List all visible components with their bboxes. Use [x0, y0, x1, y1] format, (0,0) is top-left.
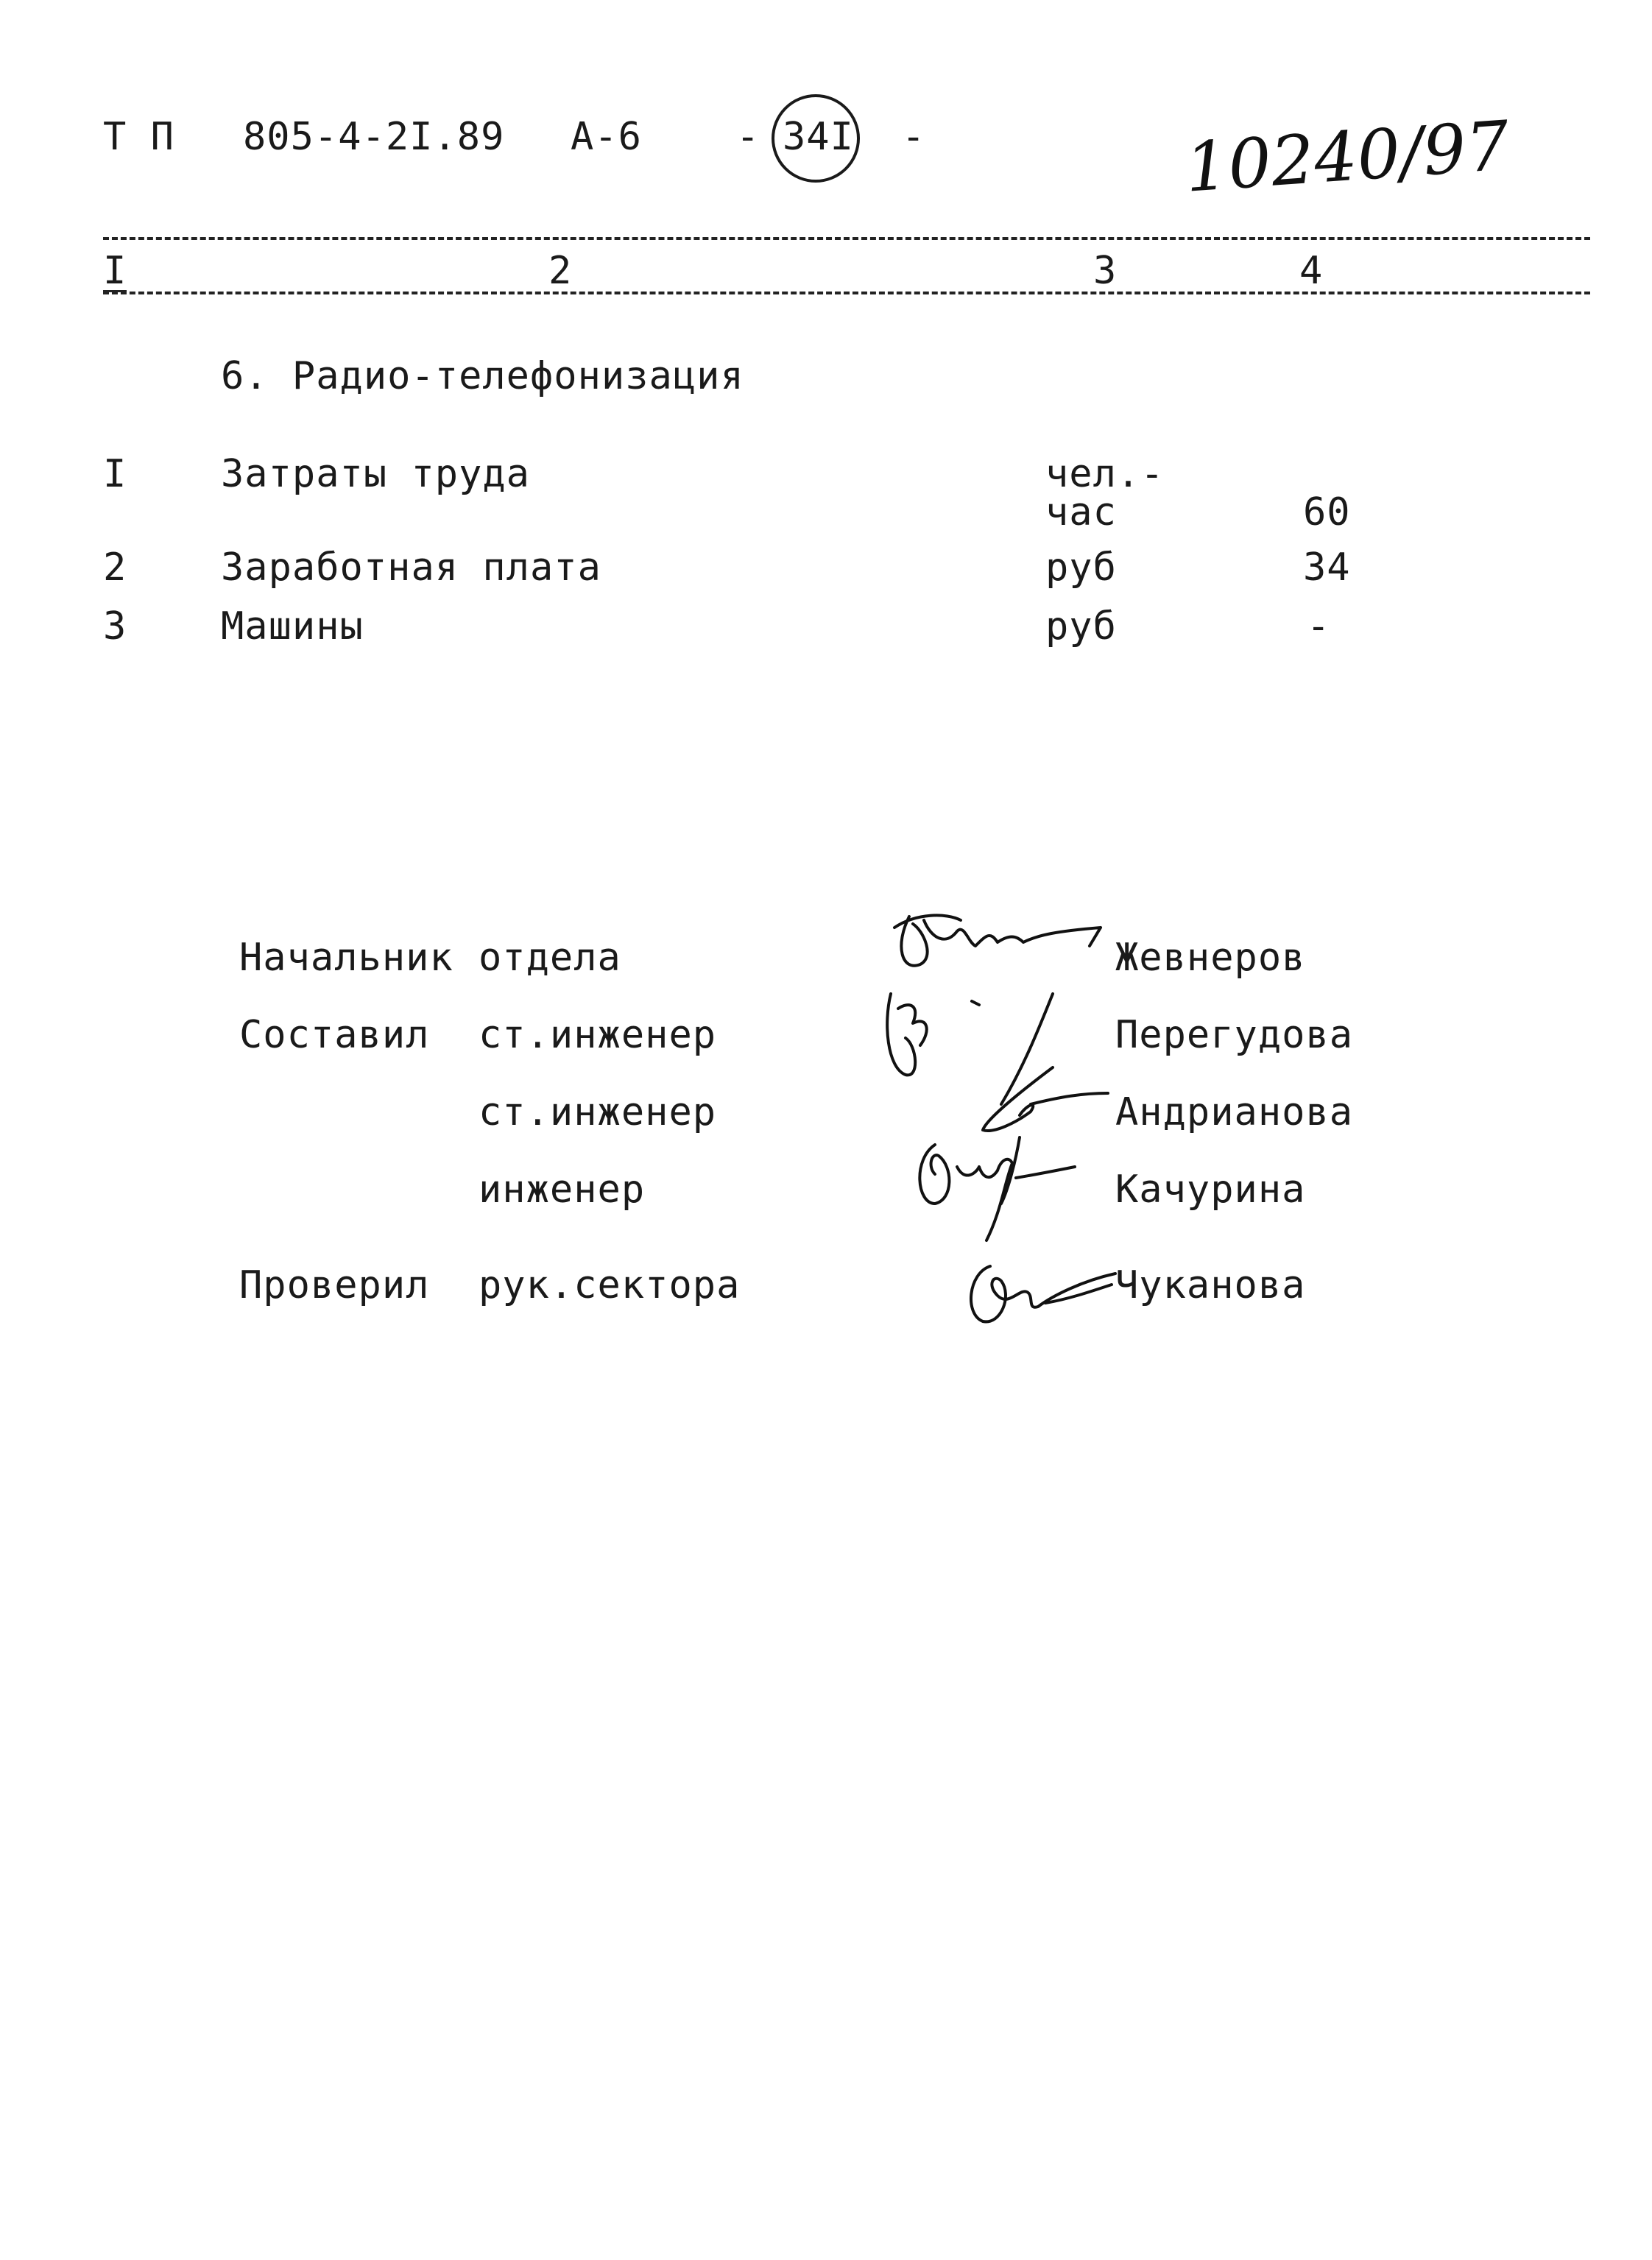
- doc-code: 805-4-2I.89: [243, 115, 505, 159]
- signature-role: Составил: [239, 1013, 430, 1057]
- signature-role: Проверил: [239, 1263, 430, 1307]
- signature-position: рук.сектора: [479, 1263, 741, 1307]
- column-number-4: 4: [1299, 249, 1324, 293]
- dashed-rule-bottom: [103, 292, 1590, 294]
- row-number: I: [103, 452, 127, 496]
- row-unit: чел.-: [1045, 452, 1165, 496]
- signature-position: ст.инженер: [479, 1013, 717, 1057]
- row-unit: руб: [1045, 604, 1117, 649]
- signature-name: Качурина: [1115, 1168, 1306, 1212]
- signature-name: Чуканова: [1115, 1263, 1306, 1307]
- signature-position: отдела: [479, 936, 621, 980]
- row-value: 34: [1303, 545, 1351, 590]
- page-dash-left: -: [736, 115, 760, 159]
- signature-position: ст.инженер: [479, 1090, 717, 1134]
- row-unit-continued: час: [1045, 490, 1117, 534]
- row-name: Заработная плата: [221, 545, 601, 590]
- column-number-1: I: [103, 249, 127, 293]
- signature-name: Перегудова: [1115, 1013, 1354, 1057]
- signature-scribble-5: [957, 1251, 1126, 1332]
- signature-name: Жевнеров: [1115, 936, 1306, 980]
- column-number-3: 3: [1093, 249, 1118, 293]
- album-code: А-6: [571, 115, 642, 159]
- signature-position: инженер: [479, 1168, 646, 1212]
- doc-prefix: Т П: [103, 115, 174, 159]
- section-title: 6. Радио-телефонизация: [221, 354, 744, 398]
- row-unit: руб: [1045, 545, 1117, 590]
- dashed-rule-top: [103, 237, 1590, 240]
- handwritten-number: 10240/97: [1182, 106, 1512, 208]
- signature-name: Андрианова: [1115, 1090, 1354, 1134]
- signature-scribble-4: [906, 1123, 1097, 1255]
- row-name: Затраты труда: [221, 452, 530, 496]
- row-name: Машины: [221, 604, 364, 649]
- row-number: 2: [103, 545, 127, 590]
- column-number-2: 2: [548, 249, 573, 293]
- page-dash-right: -: [902, 115, 926, 159]
- row-value: 60: [1303, 490, 1351, 534]
- page-number: 34I: [783, 115, 854, 159]
- row-number: 3: [103, 604, 127, 649]
- signature-role: Начальник: [239, 936, 453, 980]
- row-value: -: [1307, 604, 1331, 649]
- signature-scribble-1: [880, 902, 1115, 983]
